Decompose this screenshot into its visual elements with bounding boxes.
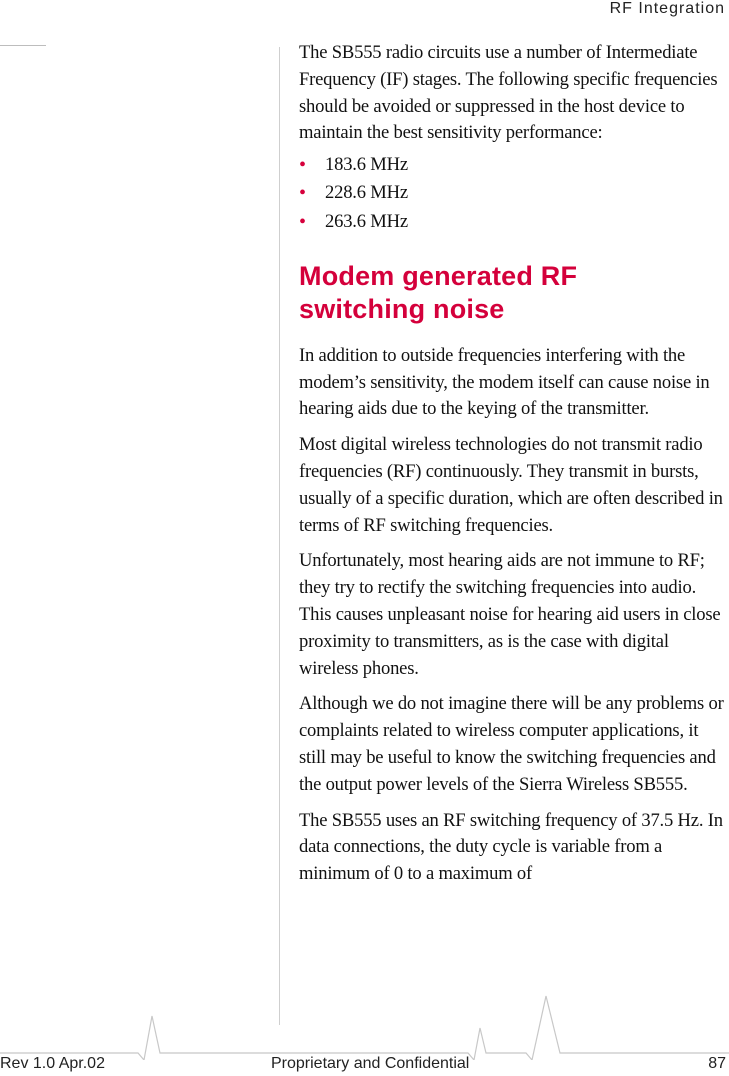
body-paragraph: Although we do not imagine there will be any problems or complaints related to wireless computer applications, it still may be useful to know the switching frequencies and the output power levels of the Sierra Wireless SB555.	[299, 693, 724, 795]
header-rule	[0, 45, 46, 46]
frequency-list	[299, 151, 729, 236]
intro-paragraph: The SB555 radio circuits use a number of Intermediate Frequency (IF) stages. The following specific frequencies should be avoided or suppressed in the host device to maintain the best sensitivity performance:	[299, 42, 718, 144]
bullet-icon: •	[299, 182, 306, 205]
bullet-icon: •	[299, 210, 306, 233]
list-item	[299, 151, 729, 179]
section-heading: Modem generated RF switching noise	[299, 260, 578, 324]
footer-revision: Rev 1.0 Apr.02	[0, 1055, 105, 1072]
page-header-title: RF Integration	[609, 0, 725, 17]
frequency-value: 228.6 MHz	[325, 182, 408, 204]
main-content	[299, 40, 729, 897]
list-item	[299, 179, 729, 207]
frequency-value: 183.6 MHz	[325, 154, 408, 176]
body-paragraph: Unfortunately, most hearing aids are not immune to RF; they try to rectify the switching frequencies into audio. This causes unpleasant noise for hearing aid users in close proximity to transmitters, as is the case with digital wireless phones.	[299, 550, 721, 679]
body-paragraph: Most digital wireless technologies do not transmit radio frequencies (RF) continuously. They transmit in bursts, usually of a specific duration, which are often described in terms of RF switching frequencies.	[299, 434, 723, 536]
body-paragraph: In addition to outside frequencies interfering with the modem’s sensitivity, the modem itself can cause noise in hearing aids due to the keying of the transmitter.	[299, 344, 710, 420]
bullet-icon: •	[299, 154, 306, 177]
footer-waveform-graphic	[0, 990, 729, 1060]
margin-vertical-rule	[279, 47, 280, 1025]
page-number: 87	[708, 1055, 726, 1072]
list-item	[299, 208, 729, 236]
body-paragraph: The SB555 uses an RF switching frequency of 37.5 Hz. In data connections, the duty cycle is variable from a minimum of 0 to a maximum of	[299, 809, 723, 885]
frequency-value: 263.6 MHz	[325, 210, 408, 232]
footer-notice: Proprietary and Confidential	[271, 1055, 470, 1072]
